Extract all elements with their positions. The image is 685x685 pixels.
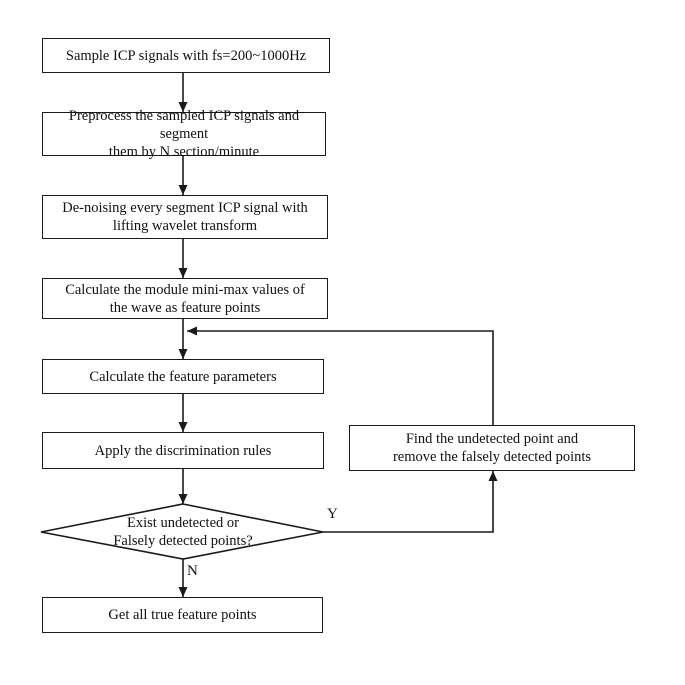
node-label-line: remove the falsely detected points [392, 449, 592, 465]
arrow-decision-yes-to-fix [323, 471, 493, 532]
node-label-line: De-noising every segment ICP signal with [62, 200, 308, 216]
branch-label-yes: Y [327, 506, 338, 522]
node-denoise-wavelet [42, 195, 328, 239]
node-label-line: Exist undetected or [127, 515, 239, 531]
branch-label-no: N [187, 563, 198, 579]
node-label-line: Calculate the module mini-max values of [65, 281, 305, 298]
node-label-line: them by N section/minute [108, 144, 260, 160]
node-label-line: the wave as feature points [109, 299, 261, 316]
node-preprocess-segment [42, 108, 326, 160]
node-label-line: lifting wavelet transform [112, 218, 258, 234]
node-result-true-points [42, 597, 323, 633]
node-label-line: Apply the discrimination rules [94, 442, 272, 459]
node-label-line: Sample ICP signals with fs=200~1000Hz [65, 47, 307, 64]
node-label-line: Find the undetected point and [405, 431, 579, 447]
node-fix-detections [349, 425, 635, 471]
node-discrimination-rules [42, 432, 324, 469]
node-label-line: Preprocess the sampled ICP signals and segment [68, 108, 300, 142]
node-label-line: Calculate the feature parameters [89, 368, 277, 385]
node-feature-parameters [42, 359, 324, 394]
node-label-line: Falsely detected points? [113, 533, 253, 549]
node-sample-signals [42, 38, 330, 73]
node-label-line: Get all true feature points [108, 607, 257, 623]
node-decision-exist-undetected [63, 509, 303, 555]
node-module-minimax [42, 278, 328, 319]
